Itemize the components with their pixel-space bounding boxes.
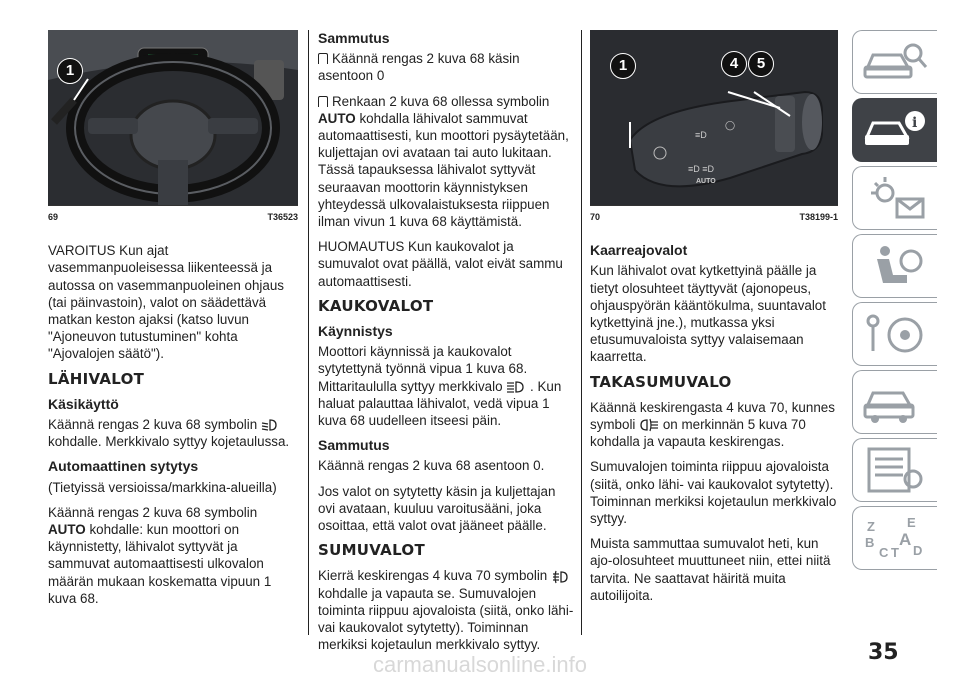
bullet-2-text-a: Renkaan 2 kuva 68 ollessa symbolin bbox=[332, 93, 550, 109]
tab-seat-airbag[interactable] bbox=[852, 234, 937, 298]
auto-text-a: Käännä rengas 2 kuva 68 symbolin bbox=[48, 504, 258, 520]
heading-sumuvalot: SUMUVALOT bbox=[318, 541, 425, 560]
figure-69-steering-wheel bbox=[48, 30, 298, 205]
svg-text:≡D ≡D: ≡D ≡D bbox=[688, 164, 715, 174]
sammutus-2-text-a: Käännä rengas 2 kuva 68 asentoon 0. bbox=[318, 458, 545, 474]
auto-text-b: kohdalle: kun moottori on käynnistetty, lähivalot syttyvät ja sammuvat automaattisesti ulkovalon määrän mukaan koskematta vipuun 1 kuva 68. bbox=[48, 522, 272, 606]
steering-key-icon bbox=[863, 311, 929, 357]
watermark: carmanualsonline.info bbox=[372, 652, 588, 677]
kasikaytto-text-b: kohdalle. Merkkivalo syttyy kojetaulussa. bbox=[48, 434, 290, 450]
sumu-text-a: Kierrä keskirengas 4 kuva 70 symbolin bbox=[318, 568, 548, 584]
spec-list-icon bbox=[863, 447, 929, 493]
tab-steering-key[interactable] bbox=[852, 302, 937, 366]
takasumuvalo-text-d: Muista sammuttaa sumuvalot heti, kun ajo-olosuhteet muuttuneet niin, ettei niitä tarvita. Ne saattavat häiritä muita autoilijoita. bbox=[590, 536, 831, 603]
index-letter: Z bbox=[867, 519, 875, 534]
figure-code: T38199-1 bbox=[799, 212, 838, 222]
index-letter: A bbox=[899, 530, 912, 549]
subheading-auto: Automaattinen sytytys bbox=[48, 458, 199, 475]
index-letter: E bbox=[907, 515, 916, 530]
svg-text:≡D: ≡D bbox=[695, 130, 707, 140]
kasikaytto-text bbox=[48, 416, 298, 450]
figure-number: 69 bbox=[48, 212, 59, 222]
tab-car-info[interactable] bbox=[852, 98, 937, 162]
figure-badge-5: 5 bbox=[748, 51, 774, 77]
high-beam-icon bbox=[506, 381, 526, 393]
sumuvalot-text bbox=[318, 567, 574, 653]
tab-car-search[interactable] bbox=[852, 30, 937, 94]
sammutus-2-text-b: Jos valot on sytytetty käsin ja kuljettajan ovi avataan, kuuluu varoitusääni, joka osoittaa, että valot ovat jääneet päälle. bbox=[318, 483, 556, 534]
car-info-icon bbox=[863, 107, 929, 153]
taka-text-b: on merkinnän 5 kuva 70 kohdalla ja vapauta keskirengas. bbox=[590, 417, 806, 450]
bullet-1-text: Käännä rengas 2 kuva 68 käsin asentoon 0 bbox=[318, 51, 520, 84]
column-1 bbox=[48, 30, 298, 615]
takasumuvalo-text-a bbox=[590, 399, 838, 451]
bullet-icon bbox=[318, 96, 328, 107]
svg-text:i: i bbox=[912, 115, 918, 131]
note-text: HUOMAUTUS Kun kaukovalot ja sumuvalot ovat päällä, valot eivät sammu automaattisesti. bbox=[318, 239, 563, 289]
column-2 bbox=[318, 30, 574, 662]
car-service-icon bbox=[863, 379, 929, 425]
page-number: 35 bbox=[868, 640, 899, 665]
svg-text:◯: ◯ bbox=[725, 120, 736, 130]
figure-badge-1: 1 bbox=[57, 58, 83, 84]
steering-wheel-illustration bbox=[48, 30, 298, 205]
kaynnistys-text-b: . Kun haluat palauttaa lähivalot, vedä vipua 1 kuva 68 uudelleen itseesi päin. bbox=[318, 378, 562, 429]
chapter-tabs bbox=[852, 30, 960, 574]
column-divider-1 bbox=[308, 30, 309, 635]
heading-takasumuvalo: TAKASUMUVALO bbox=[590, 372, 732, 391]
figure-70-light-stalk bbox=[590, 30, 838, 205]
index-letter: D bbox=[913, 543, 923, 558]
tab-spec-list[interactable] bbox=[852, 438, 937, 502]
kaarreajovalot-text: Kun lähivalot ovat kytkettyinä päälle ja tietyt olosuhteet täyttyvät (ajonopeus, ohjauspyörän kääntökulma, suuntavalot kytkettyinä jne.), mutkassa yksi etusumuvaloista syttyy valaisemaan kaarretta. bbox=[590, 263, 826, 365]
tab-car-service[interactable] bbox=[852, 370, 937, 434]
car-search-icon bbox=[863, 39, 929, 85]
column-divider-2 bbox=[581, 30, 582, 635]
figure-badge-1: 1 bbox=[610, 53, 636, 79]
low-beam-icon bbox=[261, 419, 279, 431]
sammutus-bullet-1 bbox=[318, 50, 574, 84]
index-letter: B bbox=[865, 535, 875, 550]
stalk-auto-label: AUTO bbox=[696, 178, 716, 185]
sumu-text-b: kohdalle ja vapauta se. Sumuvalojen toiminta riippuu ajovaloista (siitä, onko lähi- vai kaukovalot sytytetty). Toiminnan merkiksi kojetaulun merkkivalo syttyy. bbox=[318, 585, 574, 653]
auto-text bbox=[48, 504, 298, 607]
tab-index-az[interactable] bbox=[852, 506, 937, 570]
subheading-sammutus-2: Sammutus bbox=[318, 437, 390, 454]
subheading-kaynnistys: Käynnistys bbox=[318, 323, 393, 340]
column-3 bbox=[590, 30, 838, 612]
heading-lahivalot: LÄHIVALOT bbox=[48, 369, 145, 388]
kaynnistys-text bbox=[318, 343, 574, 429]
figure-badge-4: 4 bbox=[721, 51, 747, 77]
index-letter: C bbox=[879, 545, 889, 560]
index-letter: T bbox=[891, 545, 899, 560]
auto-note: (Tietyissä versioissa/markkina-alueilla) bbox=[48, 479, 277, 495]
tab-warning-lights[interactable] bbox=[852, 166, 937, 230]
figure-caption bbox=[48, 205, 298, 226]
kaynnistys-text-a: Moottori käynnissä ja kaukovalot sytytettynä työnnä vipua 1 kuva 68. Mittaritaululla syttyy merkkivalo bbox=[318, 344, 528, 394]
warning-text: VAROITUS Kun ajat vasemmanpuoleisessa liikenteessä ja autossa on vasemmanpuoleinen ohjaus (tai päinvastoin), valot on säädettävä matkan keston ajaksi (katso luvun "Ajoneuvon tutustuminen" kohta "Ajovalojen säätö"). bbox=[48, 243, 284, 362]
subheading-kasikaytto: Käsikäyttö bbox=[48, 395, 119, 412]
bullet-icon bbox=[318, 53, 328, 64]
heading-kaukovalot: KAUKOVALOT bbox=[318, 296, 434, 315]
warning-lights-icon bbox=[863, 175, 929, 221]
index-az-icon bbox=[863, 515, 929, 561]
figure-caption bbox=[590, 205, 838, 226]
rear-fog-light-icon bbox=[639, 418, 659, 432]
bullet-2-keyword: AUTO bbox=[318, 110, 356, 126]
takasumuvalo-text-c: Sumuvalojen toiminta riippuu ajovaloista (siitä, onko lähi- vai kaukovalot sytytetty). Toiminnan merkiksi kojetaulun merkkivalo syttyy. bbox=[590, 459, 837, 527]
taka-text-a: Käännä keskirengasta 4 kuva 70, kunnes symboli bbox=[590, 399, 835, 433]
sammutus-bullet-2 bbox=[318, 93, 574, 231]
subheading-kaarreajovalot: Kaarreajovalot bbox=[590, 242, 688, 259]
subheading-sammutus-1: Sammutus bbox=[318, 30, 390, 46]
seat-airbag-icon bbox=[863, 243, 929, 289]
figure-code: T36523 bbox=[267, 212, 298, 222]
figure-number: 70 bbox=[590, 212, 601, 222]
bullet-2-text-b: kohdalla lähivalot sammuvat automaattisesti, kun moottori pysäytetään, kuljettajan ovi avataan tai auto lukitaan. Tässä tapauksessa lähivalot syttyvät seuraavan moottorin käynnistyksen yhteydessä ulkovalaistuksesta riippuen ilman vivun 1 kuva 68 käyttämistä. bbox=[318, 110, 569, 230]
kasikaytto-text-a: Käännä rengas 2 kuva 68 symbolin bbox=[48, 417, 258, 433]
front-fog-light-icon bbox=[551, 570, 569, 584]
auto-keyword: AUTO bbox=[48, 522, 86, 538]
